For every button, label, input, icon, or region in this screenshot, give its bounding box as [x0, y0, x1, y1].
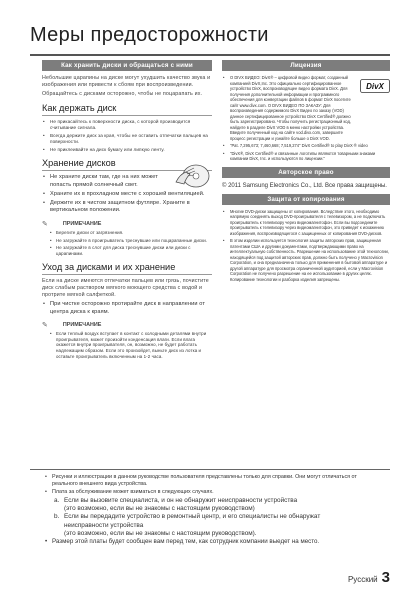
bottom-item: • Рисунки и иллюстрации в данном руководстве пользователя представлены только для справки. Они могут отличаться от реального внешнего вида устройства.	[44, 474, 384, 488]
footer-language: Русский	[347, 575, 378, 584]
title-rule	[30, 54, 390, 56]
license-item: • "DivX®, DivX Certified® и связанные логотипы являются товарными знаками компании DivX, Inc. и используются по лицензии."	[222, 151, 390, 162]
fee-case-mark: b.	[54, 513, 60, 521]
note-item: • Берегите диски от загрязнения.	[42, 230, 212, 236]
handling-paragraph: Обращайтесь с дисками осторожно, чтобы не поцарапать их.	[42, 91, 203, 98]
fee-case	[44, 497, 384, 505]
fee-case-text: Если вы передадите устройство в ремонтный центр, и его специалисты не обнаружат	[64, 513, 321, 521]
license-item: • "Pat. 7,295,673; 7,460,668; 7,519,274" DivX Certified® to play DivX ® video	[222, 143, 390, 149]
note-label: ПРИМЕЧАНИЕ	[62, 321, 102, 328]
copyright-text: © 2011 Samsung Electronics Co., Ltd. Все права защищены.	[222, 182, 387, 189]
hold-item: • Не прикасайтесь к поверхности диска, с которой производится считывание сигнала.	[42, 119, 212, 131]
storage-item: • Держите их в чистом защитном футляре. Храните в вертикальном положении.	[42, 200, 212, 215]
note-item: • Не загружайте в слот для диска треснувшие диски или диски с царапинами.	[42, 245, 212, 257]
divx-logo-text: DivX	[366, 82, 384, 91]
fee-case-text: (это возможно, если вы не знакомы с настоящим руководством).	[64, 529, 257, 537]
note-item: • Не загружайте в проигрыватель треснувшие или поцарапанные диски.	[42, 238, 212, 244]
license-section-bar: Лицензия	[222, 60, 390, 71]
fee-case-text: (это возможно, если вы не знакомы с настоящим руководством)	[64, 505, 255, 513]
page-title: Меры предосторожности	[30, 24, 269, 46]
copy-protection-section-bar: Защита от копирования	[222, 194, 390, 205]
copy-protection-item: • В этом изделии используется технология защиты авторских прав, защищенная патентами США и другими документами, подтверждающими право на интеллектуальную собственность. Разрешение на использование этой технологии, находящейся под защитой авторских прав, должно быть получено у Macrovision Corporation, и она предназначена только для применения в бытовой аппаратуре и другой аппаратуре для просмотра ограниченной аудиторией, если у Macrovision Corporation не получено разрешение на ее использование в других целях. Копирование технологии и разборка изделия запрещены.	[222, 238, 390, 282]
copyright-section-bar: Авторское право	[222, 167, 390, 178]
storage-item: • Не храните диски там, где на них может попасть прямой солнечный свет.	[42, 174, 172, 189]
license-item: • О DIVX ВИДЕО: DivX® – цифровой видео формат, созданный компанией DivX,Inc. Это официально сертифицированное устройство DivX, воспроизводящее видео формата DivX. Для получения дополнительной информации и программного обеспечения для конвертации файлов в формат DivX посетите сайт www.divx.com. О DIVX ВИДЕО ПО ЗАКАЗУ: Для воспроизведения содержимого DivX Видео по заказу (VOD) данное сертифицированное устройство DivX Certified® должно быть зарегистрировано. Чтобы получить регистрационный код, найдите в разделе DivX VOD в меню настройки устройства. Введите полученный код на сайте vod.divx.com, завершите процесс регистрации и узнайте больше о DivX VOD.	[222, 75, 358, 141]
fee-case	[44, 513, 384, 521]
fee-case-text: Если вы вызовите специалиста, и он не обнаружит неисправности устройства	[64, 497, 298, 504]
note-item: • Если теплый воздух вступает в контакт с холодными деталями внутри проигрывателя, может произойти конденсация влаги. Если влага окажется внутри проигрывателя, он, возможно, не будет работать надлежащим образом. Если это произойдет, выньте диск из лотка и оставьте проигрыватель включенным на 1-2 часа.	[42, 331, 212, 360]
pencil-icon: ✎	[42, 321, 48, 329]
care-heading: Уход за дисками и их хранение	[42, 262, 212, 275]
note-heading	[42, 220, 212, 228]
fee-case-text: неисправности устройства	[64, 521, 144, 529]
page-footer	[348, 569, 390, 586]
license-block	[222, 75, 390, 162]
fee-case-mark: a.	[54, 497, 60, 504]
bottom-rule	[30, 469, 390, 470]
storage-heading: Хранение дисков	[42, 158, 212, 171]
bottom-item: • Плата за обслуживание может взиматься в следующих случаях.	[44, 489, 384, 496]
storage-section	[42, 158, 212, 214]
page-number: 3	[381, 569, 390, 586]
copy-protection-item: • Многие DVD-диски защищены от копирования. Вследствие этого, необходимо напрямую соединять выход DVD-проигрывателя с телевизором, а не подключать проигрыватель к телевизору через видеомагнитофон. Если вы подсоедините проигрыватель к телевизору через видеомагнитофон, это приведет к искажению изображения, воспроизводящегося с защищенных от копирования DVD-дисков.	[222, 209, 390, 237]
note-heading	[42, 321, 212, 329]
left-column	[42, 60, 212, 362]
hand-holding-disc-illustration	[174, 160, 212, 190]
hold-disc-heading: Как держать диск	[42, 103, 212, 116]
bottom-item: • Размер этой платы будет сообщен вам перед тем, как сотрудник компании выедет на место.	[44, 538, 384, 545]
hold-item: • Не приклеивайте на диск бумагу или липкую ленту.	[42, 147, 212, 153]
fee-case	[44, 522, 384, 530]
pencil-icon: ✎	[42, 220, 48, 228]
fee-case	[44, 530, 384, 538]
right-column	[222, 60, 390, 284]
handling-section-bar: Как хранить диски и обращаться с ними	[42, 60, 212, 71]
storage-item: • Храните их в прохладном месте с хорошей вентиляцией.	[42, 191, 212, 198]
handling-paragraph: Небольшие царапины на диске могут ухудшить качество звука и изображения или привести к сбоям при воспроизведении.	[42, 75, 211, 89]
care-paragraph: Если на диске имеются отпечатки пальцев или грязь, почистите диск слабым раствором мягкого моющего средства с водой и протрите мягкой салфеткой.	[42, 277, 209, 299]
divx-logo	[360, 79, 390, 93]
bottom-notes	[44, 474, 384, 546]
hold-item: • Всегда держите диск за края, чтобы не оставить отпечатки пальцев на поверхности.	[42, 133, 212, 145]
note-label: ПРИМЕЧАНИЕ	[62, 220, 102, 227]
care-item: • При чистке осторожно протирайте диск в направлении от центра диска к краям.	[42, 301, 212, 316]
